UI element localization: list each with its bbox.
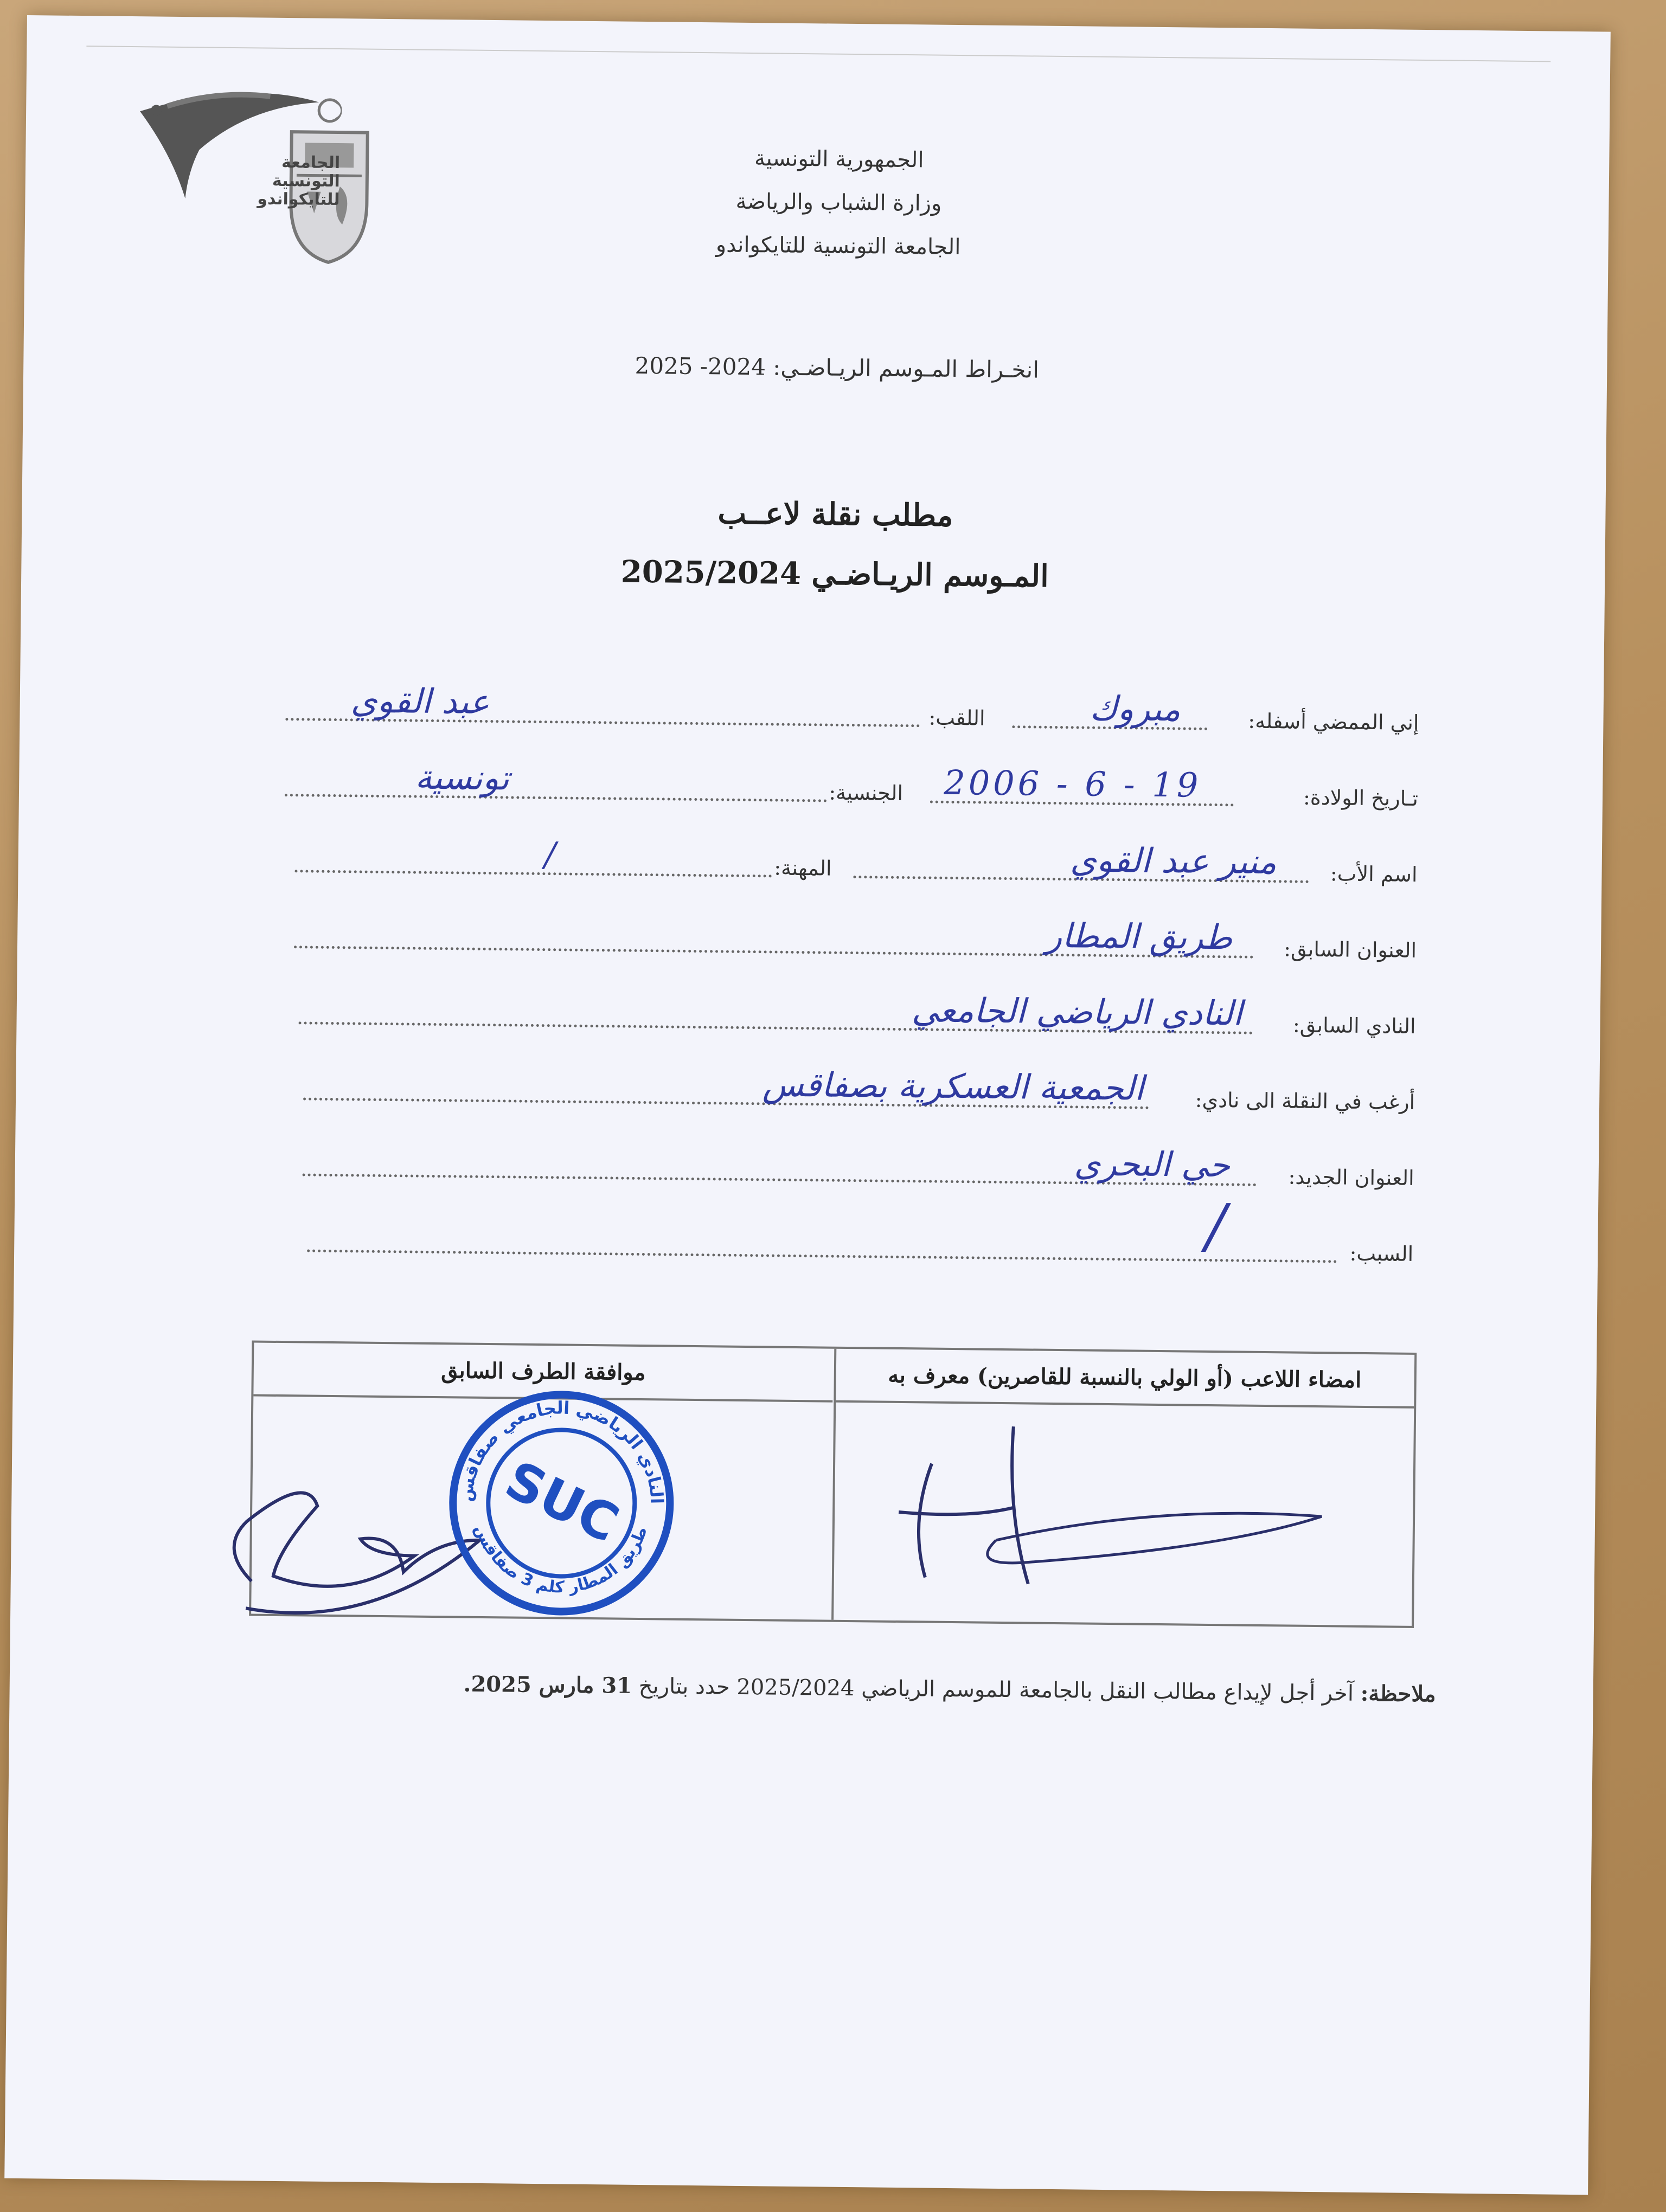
title-line-2: المـوسم الريـاضـي 2025/2024 bbox=[620, 554, 1049, 594]
father-value: منير عبد القوي bbox=[1069, 840, 1277, 882]
prev-club-value: النادي الرياضي الجامعي bbox=[911, 990, 1243, 1033]
logo-text-line: الجامعة bbox=[281, 152, 341, 173]
header-block bbox=[621, 136, 1056, 270]
republic-name: الجمهورية التونسية bbox=[754, 146, 924, 173]
birthdate-label: تـاريخ الولادة: bbox=[1303, 785, 1419, 811]
stamp-ring-bottom: طريق المطار كلم 3 صفاقس bbox=[470, 1521, 652, 1597]
row-father bbox=[284, 834, 1418, 892]
row-prev-club bbox=[282, 988, 1416, 1044]
birthdate-value: 19 - 6 - 2006 bbox=[943, 762, 1202, 805]
season-line: انخـراط المـوسم الريـاضـي: 2024- 2025 bbox=[635, 352, 1040, 383]
reason-dots bbox=[307, 1250, 1337, 1263]
undersigned-value: مبروك bbox=[1090, 688, 1181, 729]
surname-value: عبد القوي bbox=[350, 680, 490, 722]
club-signature-and-stamp bbox=[208, 1375, 834, 1642]
prev-club-label: النادي السابق: bbox=[1292, 1013, 1416, 1038]
nationality-value: تونسية bbox=[414, 757, 510, 798]
stamp-ring-top: النادي الرياضي الجامعي صفاقس bbox=[455, 1397, 668, 1504]
row-reason bbox=[280, 1191, 1414, 1271]
stamp-center: SUC bbox=[496, 1450, 628, 1554]
signature-table bbox=[249, 1340, 1417, 1628]
row-name bbox=[285, 680, 1419, 740]
row-birth bbox=[285, 757, 1419, 816]
note-label: ملاحظة: bbox=[1360, 1680, 1436, 1707]
nationality-dots bbox=[285, 794, 827, 802]
prev-address-value: طريق المطار bbox=[1046, 915, 1233, 957]
logo-text-line: التونسية bbox=[272, 171, 341, 191]
new-address-label: العنوان الجديد: bbox=[1288, 1165, 1414, 1190]
club-approval-header: موافقة الطرف السابق bbox=[253, 1343, 833, 1403]
surname-label: اللقب: bbox=[928, 705, 985, 730]
row-prev-address bbox=[283, 912, 1417, 968]
job-label: المهنة: bbox=[774, 856, 832, 880]
federation-name: الجامعة التونسية للتايكواندو bbox=[715, 232, 961, 260]
reason-value: / bbox=[1206, 1191, 1230, 1261]
undersigned-label: إني الممضي أسفله: bbox=[1248, 709, 1419, 735]
new-address-value: حي البحري bbox=[1074, 1143, 1231, 1185]
logo-text-line: للتايكواندو bbox=[257, 189, 340, 210]
job-dots bbox=[294, 870, 772, 877]
footnote bbox=[427, 1668, 1436, 1711]
ministry-name: وزارة الشباب والرياضة bbox=[735, 189, 942, 216]
nationality-label: الجنسية: bbox=[829, 780, 904, 805]
note-deadline: 31 مارس 2025. bbox=[463, 1671, 632, 1699]
federation-logo-text bbox=[231, 153, 340, 209]
top-rule bbox=[86, 46, 1550, 62]
reason-label: السبب: bbox=[1349, 1241, 1414, 1266]
father-label: اسم الأب: bbox=[1330, 861, 1418, 886]
document-page bbox=[4, 15, 1611, 2195]
new-club-value: الجمعية العسكرية بصفاقس bbox=[762, 1064, 1144, 1108]
prev-address-label: العنوان السابق: bbox=[1284, 937, 1417, 962]
page-title bbox=[509, 481, 1161, 607]
row-new-club bbox=[281, 1064, 1415, 1120]
job-value: / bbox=[544, 834, 560, 874]
player-signature bbox=[832, 1403, 1414, 1621]
title-line-1: مطلب نقلة لاعــب bbox=[717, 495, 953, 533]
player-signature-header: امضاء اللاعب (أو الولي بالنسبة للقاصرين) معرف به bbox=[835, 1349, 1414, 1409]
note-text: آخر أجل لإيداع مطالب النقل بالجامعة للموسم الرياضي 2025/2024 حدد بتاريخ bbox=[631, 1673, 1354, 1706]
row-new-address bbox=[280, 1140, 1414, 1195]
club-stamp bbox=[452, 1393, 671, 1612]
new-club-label: أرغب في النقلة الى نادي: bbox=[1195, 1088, 1415, 1114]
